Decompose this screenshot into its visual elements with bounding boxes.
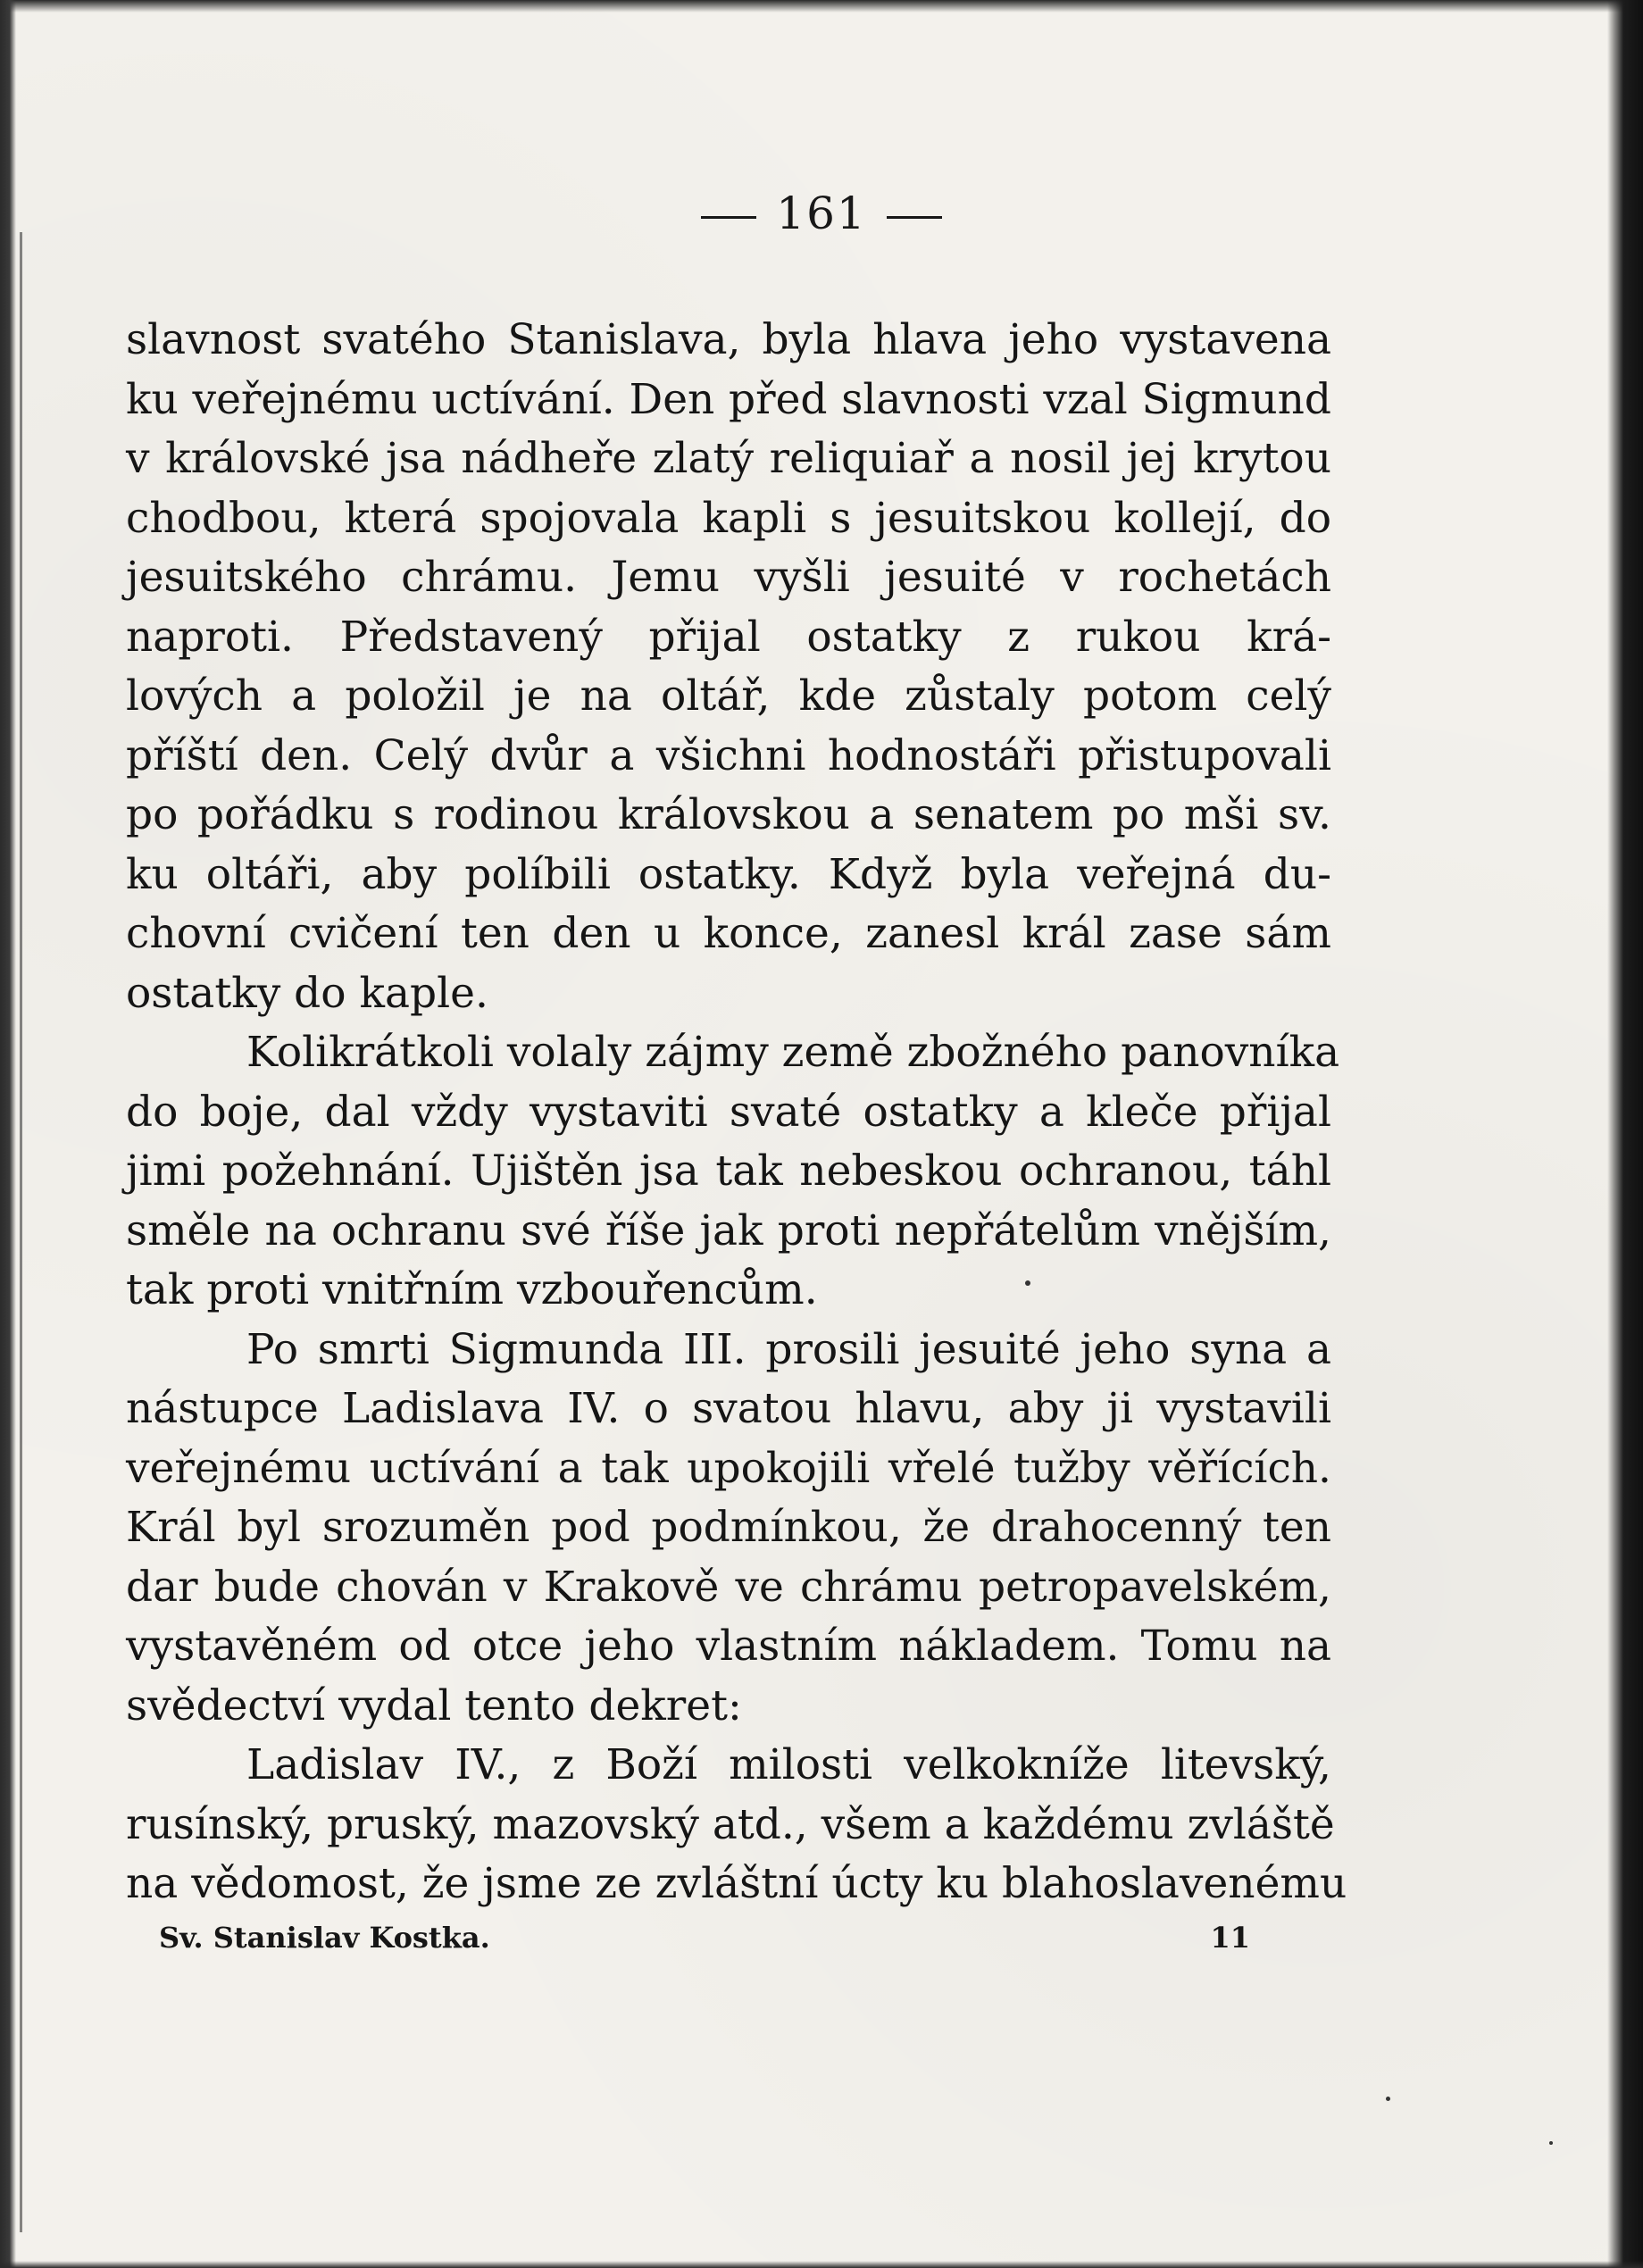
text-line: lových a položil je na oltář, kde zůstaly potom celý xyxy=(126,671,1331,721)
text-line: svědectví vydal tento dekret: xyxy=(126,1680,742,1730)
scan-edge-bottom xyxy=(0,2261,1643,2268)
footer-signature: Sv. Stanislav Kostka. xyxy=(159,1921,490,1955)
page-footer xyxy=(159,1921,1250,1955)
text-line: chovní cvičení ten den u konce, zanesl král zase sám xyxy=(126,909,1331,958)
text-line: Kolikrátkoli volaly zájmy země zbožného panovníka xyxy=(246,1028,1340,1077)
text-line: veřejnému uctívání a tak upokojili vřelé tužby věřících. xyxy=(126,1443,1331,1493)
text-line: ostatky do kaple. xyxy=(126,968,488,1018)
text-line: nástupce Ladislava IV. o svatou hlavu, aby ji vystavili xyxy=(126,1384,1331,1433)
dust-speck xyxy=(1549,2141,1553,2145)
text-line: jesuitského chrámu. Jemu vyšli jesuité v rochetách xyxy=(126,553,1331,602)
text-line: naproti. Představený přijal ostatky z rukou krá- xyxy=(126,612,1331,662)
header-dash-left xyxy=(701,216,756,219)
text-line: tak proti vnitřním vzbouřencům. xyxy=(126,1265,818,1314)
text-line: do boje, dal vždy vystaviti svaté ostatky a kleče přijal xyxy=(126,1087,1331,1137)
text-line: ku oltáři, aby políbili ostatky. Když byla veřejná du- xyxy=(126,849,1331,899)
scan-edge-right xyxy=(1607,0,1643,2268)
text-line: příští den. Celý dvůr a všichni hodnostáři přistupovali xyxy=(126,730,1331,780)
page-number: 161 xyxy=(776,188,867,239)
text-line: vystavěném od otce jeho vlastním nákladem. Tomu na xyxy=(126,1622,1331,1671)
dust-speck xyxy=(1025,1280,1030,1286)
text-line: Po smrti Sigmunda III. prosili jesuité jeho syna a xyxy=(246,1324,1331,1374)
text-line: po pořádku s rodinou královskou a senatem po mši sv. xyxy=(126,790,1331,839)
footer-sheet-number: 11 xyxy=(1210,1921,1250,1955)
text-line: slavnost svatého Stanislava, byla hlava jeho vystavena xyxy=(126,315,1331,364)
text-line: rusínský, pruský, mazovský atd., všem a každému zvláště xyxy=(126,1799,1335,1849)
scan-edge-top xyxy=(0,0,1643,13)
text-line: ku veřejnému uctívání. Den před slavnosti vzal Sigmund xyxy=(126,374,1331,424)
text-line: v královské jsa nádheře zlatý reliquiař a nosil jej krytou xyxy=(126,434,1331,483)
text-line: dar bude chován v Krakově ve chrámu petropavelském, xyxy=(126,1562,1331,1612)
page-fold-line xyxy=(20,232,22,2232)
text-line: směle na ochranu své říše jak proti nepřátelům vnějším, xyxy=(126,1205,1331,1255)
text-line: Ladislav IV., z Boží milosti velkokníže litevský, xyxy=(246,1740,1331,1789)
header-dash-right xyxy=(887,216,942,219)
text-line: na vědomost, že jsme ze zvláštní úcty ku blahoslavenému xyxy=(126,1859,1347,1908)
page-number-header xyxy=(0,188,1643,239)
body-text xyxy=(126,311,1347,1914)
text-line: chodbou, která spojovala kapli s jesuitskou kollejí, do xyxy=(126,493,1331,543)
scan-edge-left xyxy=(0,0,16,2268)
text-line: jimi požehnání. Ujištěn jsa tak nebeskou ochranou, táhl xyxy=(126,1147,1331,1196)
dust-speck xyxy=(1386,2097,1390,2101)
text-line: Král byl srozuměn pod podmínkou, že drahocenný ten xyxy=(126,1503,1331,1552)
